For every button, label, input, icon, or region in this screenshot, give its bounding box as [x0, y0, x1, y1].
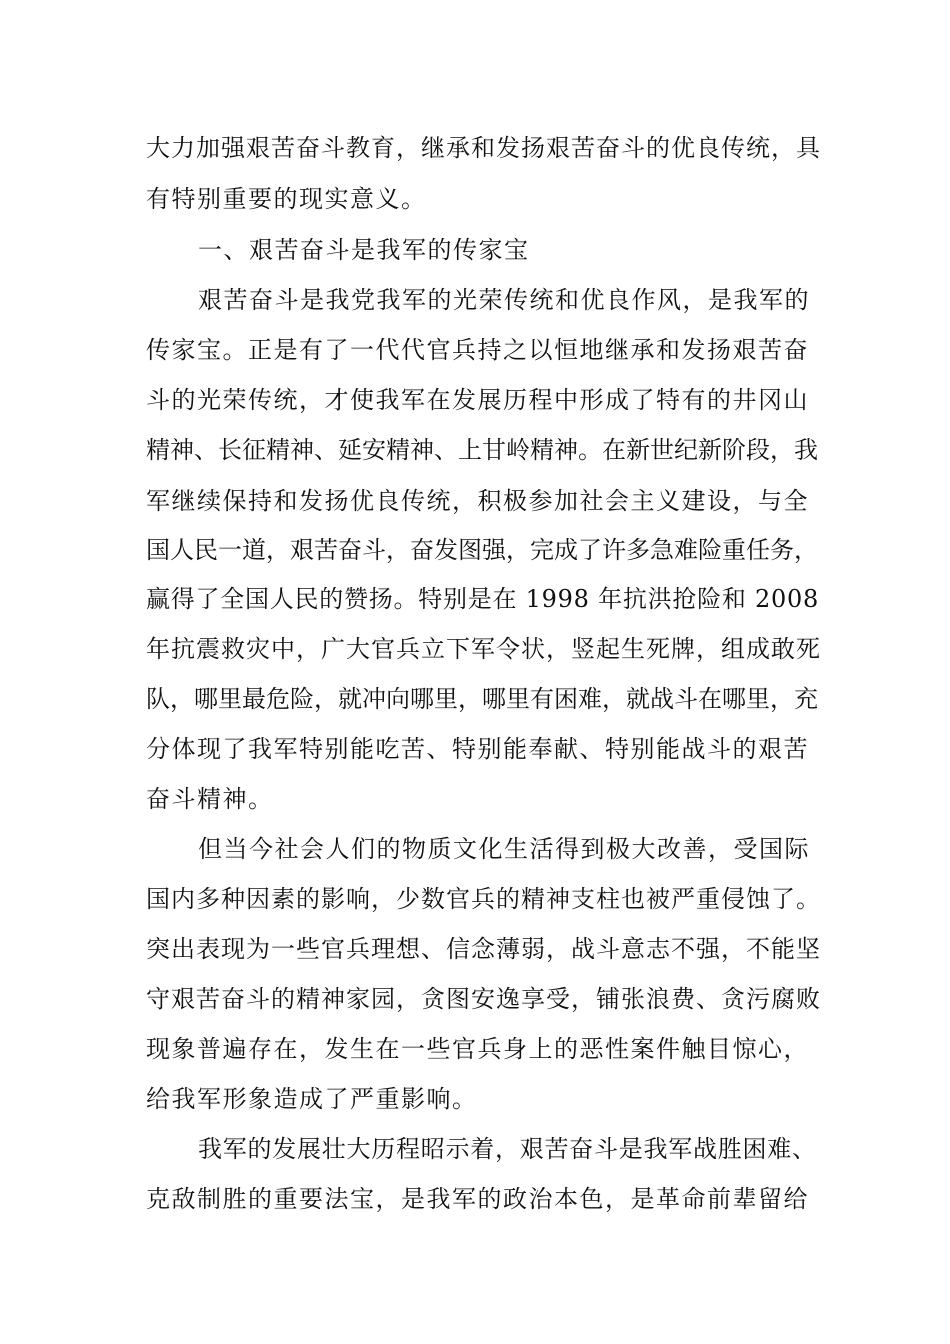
text-line: 我军的发展壮大历程昭示着，艰苦奋斗是我军战胜困难、	[198, 1135, 817, 1163]
text-line: 军继续保持和发扬优良传统，积极参加社会主义建设，与全	[146, 487, 809, 515]
text-line: 但当今社会人们的物质文化生活得到极大改善，受国际	[198, 835, 810, 863]
text-line: 传家宝。正是有了一代代官兵持之以恒地继承和发扬艰苦奋	[146, 336, 809, 364]
text-line: 有特别重要的现实意义。	[146, 185, 427, 213]
text-line: 斗的光荣传统，才使我军在发展历程中形成了特有的井冈山	[146, 386, 809, 414]
text-line: 克敌制胜的重要法宝，是我军的政治本色，是革命前辈留给	[146, 1185, 809, 1213]
text-line: 给我军形象造成了严重影响。	[146, 1085, 478, 1113]
text-line: 突出表现为一些官兵理想、信念薄弱，战斗意志不强，不能坚	[146, 935, 821, 963]
section-heading: 一、艰苦奋斗是我军的传家宝	[198, 236, 530, 264]
text-line: 奋斗精神。	[146, 785, 274, 813]
text-line: 艰苦奋斗是我党我军的光荣传统和优良作风，是我军的	[198, 286, 810, 314]
text-line: 精神、长征精神、延安精神、上甘岭精神。在新世纪新阶段，我	[146, 436, 818, 464]
text-line: 守艰苦奋斗的精神家园，贪图安逸享受，铺张浪费、贪污腐败	[146, 985, 821, 1013]
text-line: 国内多种因素的影响，少数官兵的精神支柱也被严重侵蚀了。	[146, 885, 821, 913]
text-line: 赢得了全国人民的赞扬。特别是在 1998 年抗洪抢险和 2008	[146, 585, 820, 613]
text-line: 国人民一道，艰苦奋斗，奋发图强，完成了许多急难险重任务，	[146, 536, 818, 564]
text-line: 现象普遍存在，发生在一些官兵身上的恶性案件触目惊心，	[146, 1035, 809, 1063]
text-line: 年抗震救灾中，广大官兵立下军令状，竖起生死牌，组成敢死	[146, 635, 821, 663]
text-line: 分体现了我军特别能吃苦、特别能奉献、特别能战斗的艰苦	[146, 735, 809, 763]
text-line: 队，哪里最危险，就冲向哪里，哪里有困难，就战斗在哪里，充	[146, 685, 818, 713]
text-line: 大力加强艰苦奋斗教育，继承和发扬艰苦奋斗的优良传统，具	[146, 134, 821, 162]
